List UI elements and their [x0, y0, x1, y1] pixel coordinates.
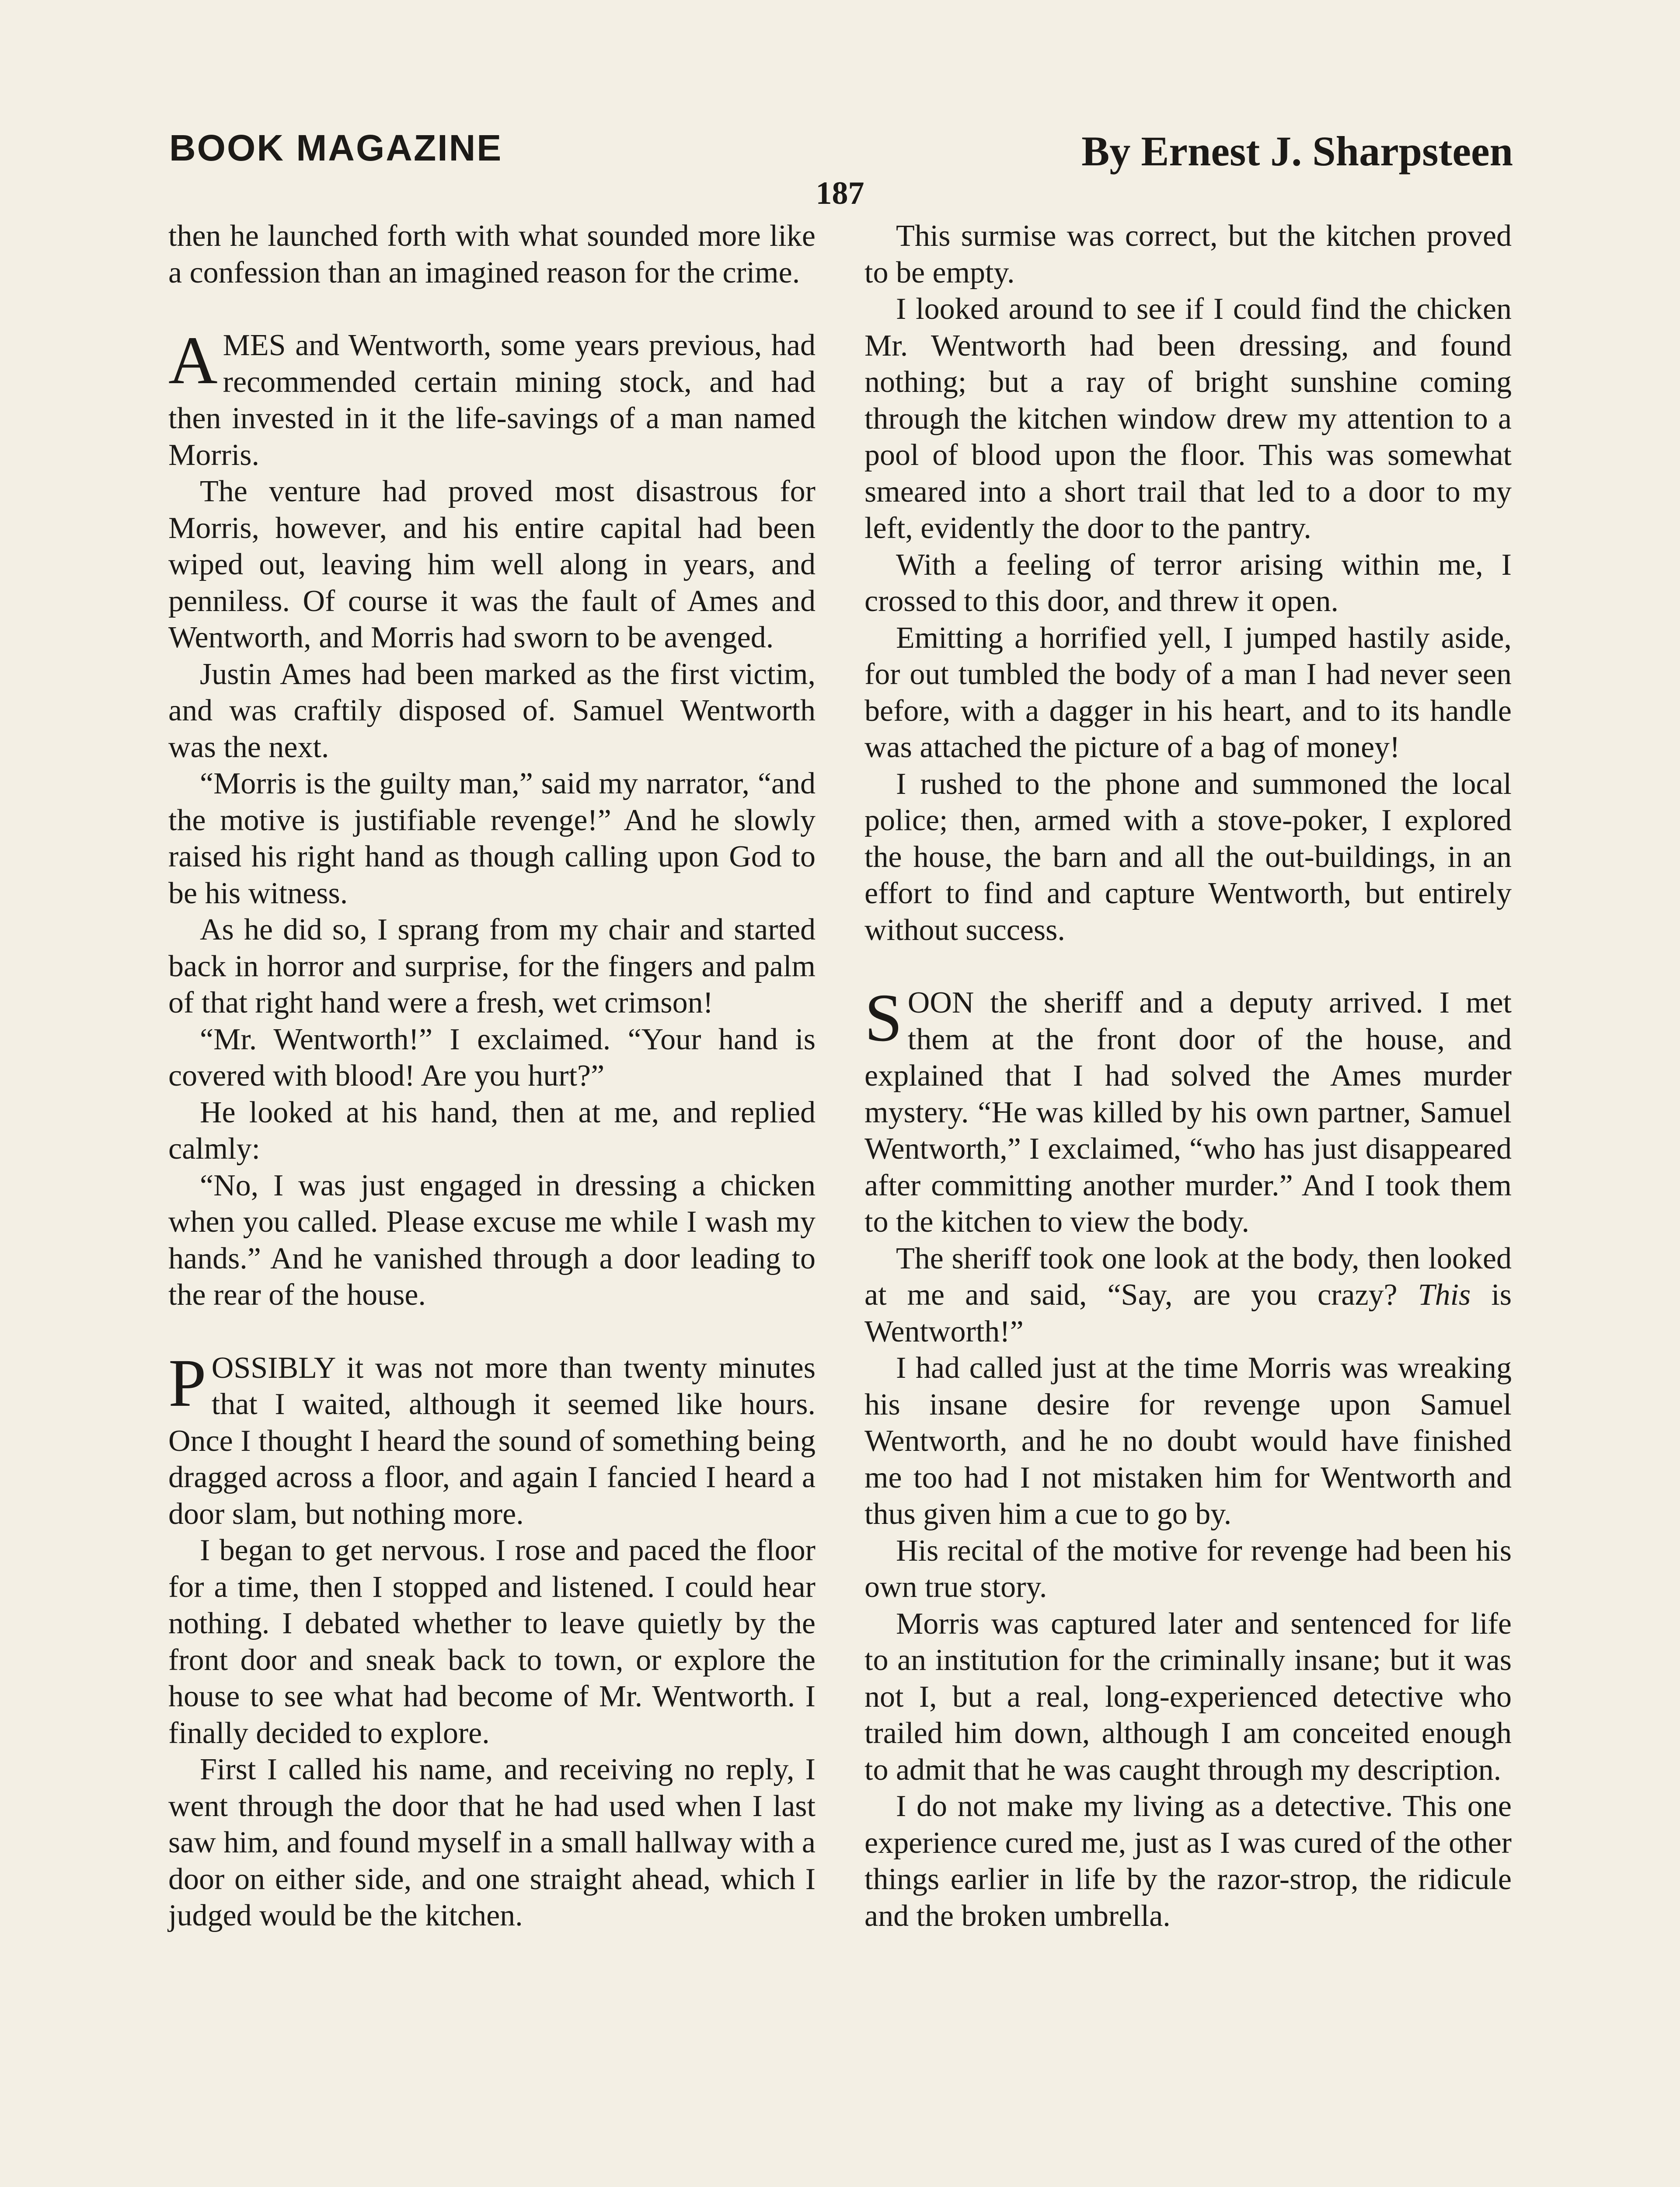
paragraph: “Mr. Wentworth!” I exclaimed. “Your hand is covered with blood! Are you hurt?” — [168, 1022, 816, 1093]
emphasis: This — [1418, 1278, 1471, 1312]
paragraph: Justin Ames had been marked as the first victim, and was craftily disposed of. Samuel Wentworth was the next. — [168, 657, 816, 764]
paragraph-dropcap — [168, 1345, 816, 1533]
paragraph: Emitting a horrified yell, I jumped hastily aside, for out tumbled the body of a man I had never seen before, with a dagger in his heart, and to its handle was attached the picture of a bag of money! — [864, 621, 1512, 764]
drop-cap: S — [864, 980, 903, 1055]
paragraph-text: OSSIBLY it was not more than twenty minutes that I waited, although it seemed like hours. Once I thought I heard the sound of something being dragged across a floor, and again I fancied I heard a door slam, but nothing more. — [168, 1351, 816, 1531]
paragraph: With a feeling of terror arising within me, I crossed to this door, and threw it open. — [864, 548, 1512, 618]
paragraph: “Morris is the guilty man,” said my narrator, “and the motive is justifiable revenge!” And he slowly raised his right hand as though calling upon God to be his witness. — [168, 767, 816, 910]
paragraph: First I called his name, and receiving no reply, I went through the door that he had used when I last saw him, and found myself in a small hallway with a door on either side, and one straight ahead, which I judged would be the kitchen. — [168, 1753, 816, 1932]
paragraph-text: The sheriff took one look at the body, then looked at me and said, “Say, are you crazy? — [864, 1241, 1512, 1312]
paragraph: As he did so, I sprang from my chair and started back in horror and surprise, for the fingers and palm of that right hand were a fresh, wet crimson! — [168, 913, 816, 1020]
drop-cap: P — [168, 1345, 206, 1421]
page-number: 187 — [816, 175, 864, 211]
paragraph: then he launched forth with what sounded more like a confession than an imagined reason for the crime. — [168, 219, 816, 290]
paragraph: “No, I was just engaged in dressing a chicken when you called. Please excuse me while I wash my hands.” And he vanished through a door leading to the rear of the house. — [168, 1168, 816, 1312]
publication-title: BOOK MAGAZINE — [169, 127, 503, 168]
paragraph: I do not make my living as a detective. This one experience cured me, just as I was cured of the other things earlier in life by the razor-strop, the ridicule and the broken umbrella. — [864, 1789, 1512, 1933]
paragraph-dropcap — [168, 322, 816, 473]
paragraph-text: MES and Wentworth, some years previous, had recommended certain mining stock, and had then invested in it the life-savings of a man named Morris. — [168, 328, 816, 472]
paragraph-text: OON the sheriff and a deputy arrived. I met them at the front door of the house, and explained that I had solved the Ames murder mystery. “He was killed by his own partner, Samuel Wentworth,” I exclaimed, “who has just disappeared after committing another murder.” And I took them to the kitchen to view the body. — [864, 986, 1512, 1239]
paragraph: His recital of the motive for revenge had been his own true story. — [864, 1534, 1512, 1604]
paragraph: The venture had proved most disastrous for Morris, however, and his entire capital had been wiped out, leaving him well along in years, and penniless. Of course it was the fault of Ames and Wentworth, and Morris had sworn to be avenged. — [168, 475, 816, 654]
paragraph: He looked at his hand, then at me, and replied calmly: — [168, 1095, 816, 1166]
paragraph: This surmise was correct, but the kitchen proved to be empty. — [864, 219, 1512, 290]
paragraph-text: is Wentworth!” — [864, 1278, 1512, 1349]
paragraph: I began to get nervous. I rose and paced the floor for a time, then I stopped and listened. I could hear nothing. I debated whether to leave quietly by the front door and sneak back to town, or explore the house to see what had become of Mr. Wentworth. I finally decided to explore. — [168, 1534, 816, 1750]
byline: By Ernest J. Sharpsteen — [1081, 128, 1513, 175]
paragraph: I rushed to the phone and summoned the local police; then, armed with a stove-poker, I explored the house, the barn and all the out-buildings, in an effort to find and capture Wentworth, but entirely without success. — [864, 767, 1512, 947]
left-column — [168, 218, 816, 1934]
drop-cap: A — [168, 322, 218, 398]
right-column — [864, 218, 1512, 1934]
paragraph: Morris was captured later and sentenced for life to an institution for the criminally insane; but it was not I, but a real, long-experienced detective who trailed him down, although I am conceited enough to admit that he was caught through my description. — [864, 1607, 1512, 1787]
paragraph-dropcap — [864, 980, 1512, 1240]
paragraph: I looked around to see if I could find the chicken Mr. Wentworth had been dressing, and found nothing; but a ray of bright sunshine coming through the kitchen window drew my attention to a pool of blood upon the floor. This was somewhat smeared into a short trail that led to a door to my left, evidently the door to the pantry. — [864, 292, 1512, 545]
paragraph — [864, 1240, 1512, 1350]
paragraph: I had called just at the time Morris was wreaking his insane desire for revenge upon Samuel Wentworth, and he no doubt would have finished me too had I not mistaken him for Wentworth and thus given him a cue to go by. — [864, 1351, 1512, 1531]
